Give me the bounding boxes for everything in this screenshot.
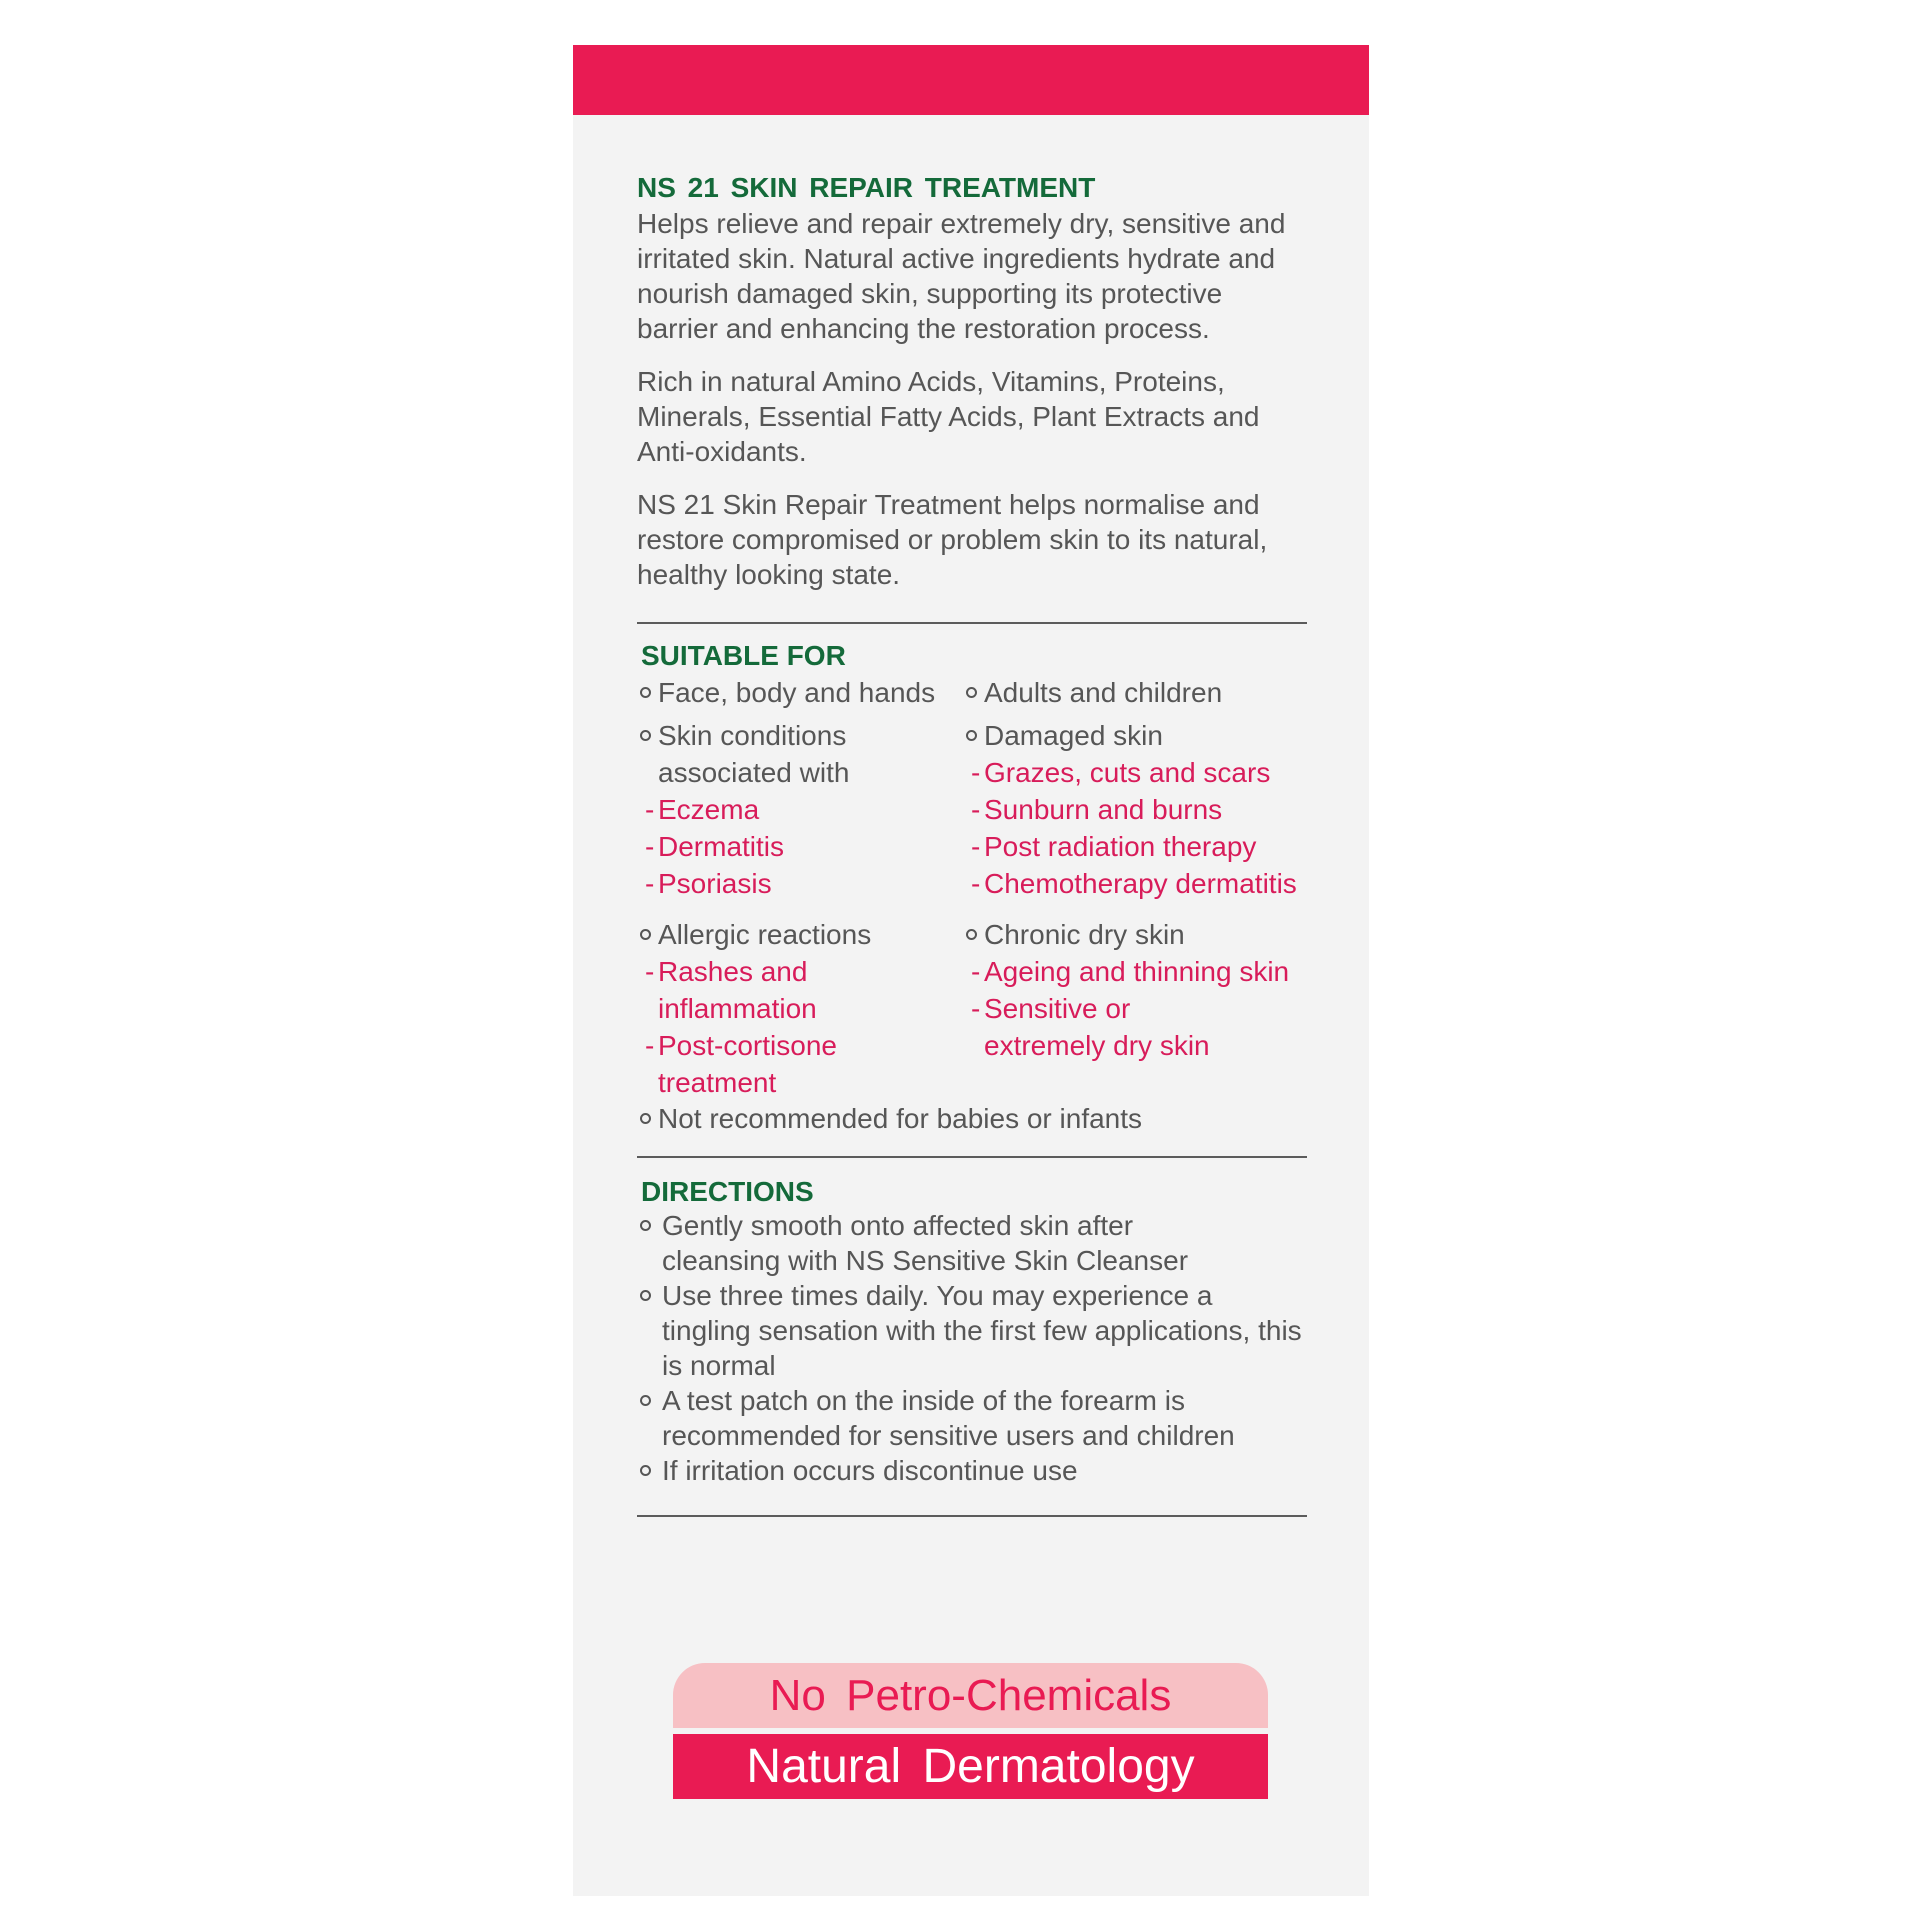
condition-item: - Dermatitis [645, 831, 785, 862]
divider [637, 1515, 1307, 1517]
item-label: Chronic dry skin [984, 919, 1185, 950]
item-label: Allergic reactions [658, 919, 872, 950]
item-label: Skin conditions associated with [658, 720, 850, 788]
description-paragraph: NS 21 Skin Repair Treatment helps normalise and restore compromised or problem skin to its natural, healthy looking state. [637, 489, 1268, 590]
suitable-right-column [964, 674, 1324, 1064]
condition-item: - Eczema [645, 794, 760, 825]
suitable-for-heading: SUITABLE FOR [641, 640, 846, 671]
condition-item: - Ageing and thinning skin [971, 956, 1290, 987]
condition-item: - Sensitive or extremely dry skin [971, 993, 1210, 1061]
direction-item: Use three times daily. You may experience a tingling sensation with the first few applications, this is normal [638, 1278, 1302, 1383]
suitable-item [638, 674, 938, 711]
condition-item: - Sunburn and burns [971, 794, 1223, 825]
suitable-item [638, 916, 938, 953]
description-paragraph: Rich in natural Amino Acids, Vitamins, Proteins, Minerals, Essential Fatty Acids, Plant Extracts and Anti-oxidants. [637, 366, 1260, 467]
item-label: Adults and children [984, 677, 1223, 708]
suitable-left-column [638, 674, 938, 1101]
suitable-item [964, 674, 1324, 711]
condition-item: - Psoriasis [645, 868, 772, 899]
suitable-item [638, 717, 938, 791]
directions-list [638, 1208, 1302, 1488]
divider [637, 622, 1307, 624]
suitability-note [638, 1100, 1142, 1137]
condition-item: - Grazes, cuts and scars [971, 757, 1271, 788]
suitable-item [964, 916, 1324, 953]
direction-item: Gently smooth onto affected skin after cleansing with NS Sensitive Skin Cleanser [638, 1208, 1222, 1278]
condition-item: - Rashes and inflammation [645, 956, 817, 1024]
top-color-band [573, 45, 1369, 115]
note-label: Not recommended for babies or infants [658, 1103, 1143, 1134]
direction-item: A test patch on the inside of the forearm is recommended for sensitive users and children [638, 1383, 1262, 1453]
suitable-item [964, 717, 1324, 754]
condition-item: - Chemotherapy dermatitis [971, 868, 1297, 899]
condition-item: - Post-cortisone treatment [645, 1030, 837, 1098]
item-label: Face, body and hands [658, 677, 936, 708]
item-label: Damaged skin [984, 720, 1163, 751]
no-petro-chemicals-badge: No Petro-Chemicals [673, 1663, 1268, 1728]
product-title: NS 21 SKIN REPAIR TREATMENT [637, 172, 1096, 203]
directions-heading: DIRECTIONS [641, 1176, 814, 1207]
product-description [637, 170, 1357, 610]
description-paragraph: Helps relieve and repair extremely dry, sensitive and irritated skin. Natural active ingredients hydrate and nourish damaged skin, supporting its protective barrier and enhancing the restoration process. [637, 208, 1286, 344]
divider [637, 1156, 1307, 1158]
natural-dermatology-badge: Natural Dermatology [673, 1734, 1268, 1799]
condition-item: - Post radiation therapy [971, 831, 1257, 862]
direction-item: If irritation occurs discontinue use [638, 1453, 1302, 1488]
